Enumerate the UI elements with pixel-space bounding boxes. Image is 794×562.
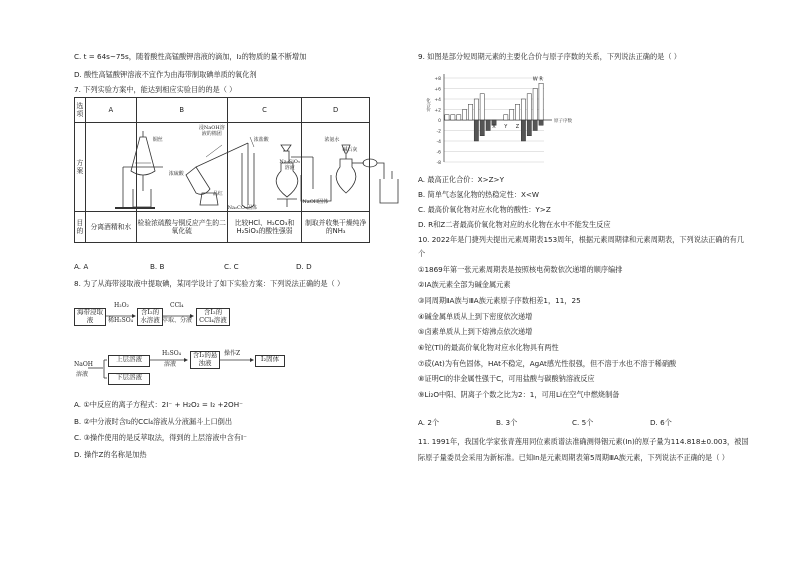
label-conc-hcl: 浓盐酸	[253, 137, 269, 143]
bar	[451, 115, 455, 120]
q7-option-b: B. B	[150, 262, 165, 271]
bar	[521, 120, 525, 141]
y-axis-label: 化合价	[425, 98, 431, 112]
q6-option-d: D. 酸性高锰酸钾溶液不宜作为由海带制取碘单质的氧化剂	[74, 70, 257, 79]
ammonia-figure	[336, 123, 404, 211]
q9-option-d: D. R和Z二者最高价氧化物对应的水化物在水中不能发生反应	[418, 220, 611, 229]
bar	[468, 104, 472, 120]
q10-item-9: ⑨Li₂O中阳、阴离子个数之比为2：1，可用Li在空气中燃烧制备	[418, 390, 620, 399]
bar	[457, 115, 461, 120]
q7-table	[74, 97, 370, 243]
q10-option-b: B. 3个	[496, 418, 518, 427]
x-axis-label: 原子序数	[554, 119, 572, 124]
row-label-scheme: 方案	[75, 123, 86, 212]
q10-item-8: ⑧证明Cl的非金属性强于C，可用盐酸与碳酸钠溶液反应	[418, 374, 595, 383]
bar	[539, 83, 543, 120]
y-tick-label: +6	[434, 87, 441, 93]
y-tick-label: -8	[436, 160, 441, 166]
flow-naoh-label: NaOH	[74, 361, 93, 368]
q8-option-c: C. ③操作使用的是反萃取法，得到的上层溶液中含有I⁻	[74, 433, 247, 442]
bar	[510, 110, 514, 121]
figure-d-cell	[302, 123, 370, 212]
element-label: X	[492, 124, 496, 130]
bar	[474, 99, 478, 120]
bar	[533, 89, 537, 121]
flow-arrow1-bottom: 稀H₂SO₄	[108, 317, 134, 324]
label-conc-sulfuric: 浓硫酸	[168, 171, 184, 177]
bar	[474, 120, 478, 141]
flow-lower-layer: 下层溶液	[108, 373, 150, 385]
q10-item-2: ②ⅠA族元素全部为碱金属元素	[418, 280, 511, 289]
header-d: D	[302, 98, 370, 123]
label-soda-lime: 碱石灰	[342, 147, 358, 153]
q10-item-1: ①1869年第一张元素周期表是按照核电荷数依次递增的顺序编排	[418, 265, 623, 274]
flow-arrow2-bottom: 萃取、分液	[162, 317, 193, 324]
header-a: A	[85, 98, 136, 123]
q9-option-b: B. 简单气态氢化物的热稳定性：X<W	[418, 190, 539, 199]
q10-item-6: ⑥铊(Tl)的最高价氧化物对应水化物具有两性	[418, 343, 559, 352]
y-tick-label: -4	[436, 139, 441, 145]
element-label: R	[539, 76, 543, 83]
flow-upper-layer: 上层溶液	[108, 355, 150, 367]
y-tick-label: -2	[436, 129, 441, 135]
q10-item-5: ⑤卤素单质从上到下熔沸点依次递增	[418, 327, 533, 336]
figure-b-cell	[136, 123, 227, 212]
purpose-c: 比较HCl、H₂CO₃和H₂SiO₃的酸性强弱	[227, 212, 302, 243]
flow-arrow1-top: H₂O₂	[114, 302, 129, 309]
q8-option-a: A. ①中反应的离子方程式：2I⁻ + H₂O₂ = I₂ +2OH⁻	[74, 400, 243, 409]
flow-naoh-sub: 溶液	[76, 371, 89, 378]
flow-iodine-water: 含I₂的水溶液	[137, 308, 163, 326]
bar	[480, 94, 484, 120]
header-c: C	[227, 98, 302, 123]
bar	[445, 115, 449, 120]
q10-option-c: C. 5个	[572, 418, 594, 427]
bar	[533, 120, 537, 131]
flow-arrow4-top: 操作Z	[224, 350, 241, 357]
label-naoh-solid: NaOH固体	[302, 199, 329, 205]
valence-chart	[422, 72, 582, 172]
q8-stem: 8. 为了从海带浸取液中提取碘，某同学设计了如下实验方案：下列说法正确的是（ ）	[74, 279, 345, 288]
label-magenta: 品红	[212, 191, 223, 197]
purpose-b: 检验浓硫酸与铜反应产生的二氧化硫	[136, 212, 227, 243]
flow-arrow3-top: H₂SO₄	[162, 350, 182, 357]
q10-item-3: ③同周期ⅡA族与ⅢA族元素原子序数相差1，11，25	[418, 296, 581, 305]
y-tick-label: +2	[434, 108, 441, 114]
flow-seaweed-extract: 海带浸取液	[74, 308, 106, 326]
label-conc-ammonia: 浓氨水	[324, 137, 340, 143]
q9-stem: 9. 如图是部分短周期元素的主要化合价与原子序数的关系，下列说法正确的是（ ）	[418, 52, 681, 61]
y-tick-label: 0	[438, 118, 441, 124]
bar	[480, 120, 484, 136]
q7-option-a: A. A	[74, 262, 89, 271]
label-na2co3: Na₂CO₃固体	[227, 205, 257, 211]
y-tick-label: +8	[434, 76, 441, 82]
element-label: W	[532, 76, 538, 83]
header-b: B	[136, 98, 227, 123]
bar	[462, 110, 466, 121]
bar	[527, 120, 531, 136]
row-label-purpose: 目的	[75, 212, 86, 243]
q7-option-c: C. C	[224, 262, 239, 271]
purpose-a: 分离酒精和水	[85, 212, 136, 243]
label-na2sio3: Na₂SiO₃溶液	[279, 159, 300, 171]
q8-option-d: D. 操作Z的名称是加热	[74, 450, 147, 459]
q10-stem-line2: 个	[418, 249, 426, 258]
q10-item-4: ④碱金属单质从上到下密度依次递增	[418, 312, 533, 321]
element-label: Y	[504, 124, 508, 130]
bar	[521, 99, 525, 120]
label-copper-wire: 铜丝	[152, 137, 163, 143]
bar	[515, 104, 519, 120]
q11-line2: 际原子量委员会采用为新标准。已知In是元素周期表第5周期ⅢA族元素，下列说法不正确的是（ ）	[418, 453, 729, 462]
element-label: Z	[515, 124, 520, 130]
label-naoh-cotton: 浸NaOH溶液的棉团	[198, 125, 225, 137]
flow-iodine-suspension: 含I₂的悬浊液	[190, 351, 220, 369]
figure-c-cell	[227, 123, 302, 212]
q6-option-c: C. t = 64s~75s，随着酸性高锰酸钾溶液的滴加，I₂的物质的量不断增加	[74, 52, 307, 61]
q10-option-d: D. 6个	[650, 418, 672, 427]
q10-option-a: A. 2个	[418, 418, 440, 427]
y-tick-label: +4	[434, 97, 441, 103]
y-tick-label: -6	[436, 150, 441, 156]
q10-item-7: ⑦砹(At)为有色固体，HAt不稳定，AgAt感光性很强，但不溶于水也不溶于稀硝酸	[418, 359, 677, 368]
q11-line1: 11. 1991年，我国化学家张青莲用同位素质谱法准确测得铟元素(In)的原子量为114.818±0.003，被国	[418, 437, 749, 446]
bar	[539, 120, 543, 125]
purpose-d: 制取并收集干燥纯净的NH₃	[302, 212, 370, 243]
q10-stem-line1: 10. 2022年是门捷列夫提出元素周期表153周年，根据元素周期律和元素周期表，下列说法正确的有几	[418, 235, 745, 244]
q7-option-d: D. D	[296, 262, 312, 271]
figure-a-cell	[85, 123, 136, 212]
q7-stem: 7. 下列实验方案中，能达到相应实验目的的是（ ）	[74, 85, 237, 94]
bar	[486, 120, 490, 131]
flow-iodine-solid: I₂固体	[255, 355, 285, 367]
row-label-option: 选项	[75, 98, 86, 123]
bar	[527, 94, 531, 120]
q9-option-c: C. 最高价氧化物对应水化物的酸性：Y>Z	[418, 205, 551, 214]
flow-arrow3-bottom: 溶液	[164, 361, 177, 368]
bar	[504, 115, 508, 120]
q9-option-a: A. 最高正化合价：X>Z>Y	[418, 175, 504, 184]
flow-iodine-ccl4: 含I₂的CCl₄溶液	[196, 308, 230, 326]
flow-arrow2-top: CCl₄	[170, 302, 184, 309]
q8-option-b: B. ②中分液时含I₂的CCl₄溶液从分液漏斗上口倒出	[74, 417, 233, 426]
